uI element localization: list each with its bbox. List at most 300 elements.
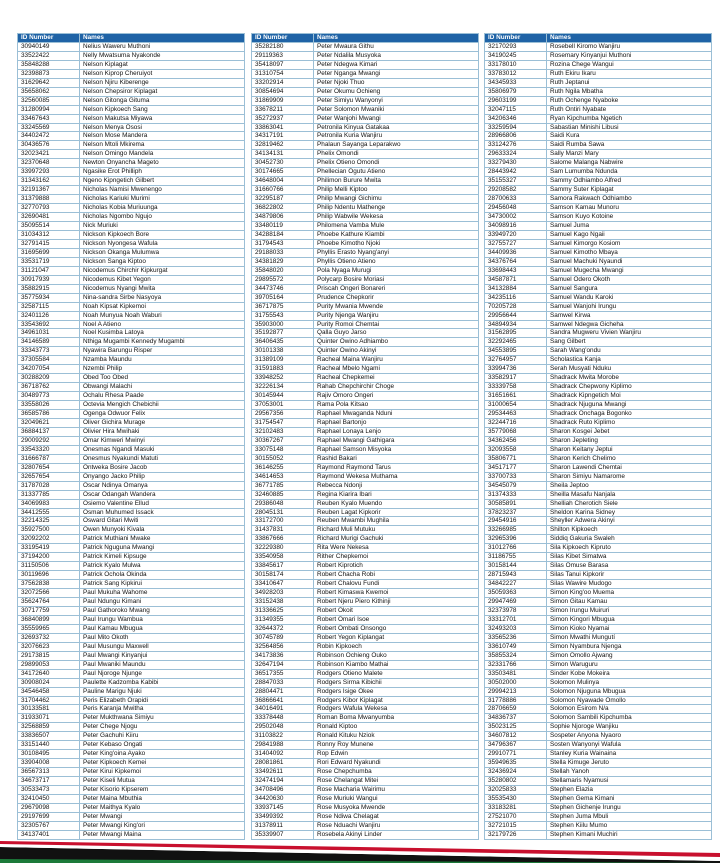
name-cell: Olivier Hira Mwihaki [80, 427, 245, 436]
id-number-cell: 31280994 [18, 105, 80, 114]
table-row [18, 821, 245, 830]
id-number-cell: 33339758 [485, 383, 547, 392]
name-cell: Patrick Kyalo Mulwa [80, 562, 245, 571]
table-row [18, 383, 245, 392]
name-cell: Peter Mwaura Githu [314, 42, 479, 51]
name-cell: Patrick Sang Kipkirui [80, 580, 245, 589]
table-row [18, 526, 245, 535]
name-cell: Peter Kisorio Kipserem [80, 786, 245, 795]
name-cell: Phellecian Ogutu Atieno [314, 168, 479, 177]
id-number-cell: 29899053 [18, 660, 80, 669]
name-cell: Phalaun Sayanga Leparakwo [314, 141, 479, 150]
name-cell: Shadrack Mwita Morobe [547, 374, 712, 383]
name-cell: Octevia Mengich Chebichii [80, 401, 245, 410]
id-number-cell: 33565236 [485, 633, 547, 642]
id-number-cell: 36567313 [18, 768, 80, 777]
id-number-cell: 31755543 [252, 311, 314, 320]
name-cell: Nzamba Maundu [80, 356, 245, 365]
table-row [485, 490, 712, 499]
table-row [485, 642, 712, 651]
table-row [485, 266, 712, 275]
id-number-cell: 32647194 [252, 660, 314, 669]
name-cell: Nickson Okanga Mulumwa [80, 248, 245, 257]
table-row [18, 114, 245, 123]
id-number-cell: 29197699 [18, 812, 80, 821]
id-number-cell: 28715943 [485, 571, 547, 580]
id-number-cell: 34134131 [252, 150, 314, 159]
table-row [485, 812, 712, 821]
id-number-cell: 30158144 [485, 562, 547, 571]
name-cell: Paul Kamau Mbugua [80, 624, 245, 633]
name-cell: Peter Chege Njogu [80, 723, 245, 732]
table-row [18, 741, 245, 750]
table-row [485, 96, 712, 105]
name-cell: Serah Musyati Nduku [547, 365, 712, 374]
name-cell: Shadrack Ruto Kiplimo [547, 418, 712, 427]
id-number-cell: 32023421 [18, 150, 80, 159]
name-cell: Nelson Mose Mandera [80, 132, 245, 141]
table-row [485, 222, 712, 231]
table-row [485, 472, 712, 481]
table-row [252, 445, 479, 454]
table-row [485, 750, 712, 759]
table-row [252, 714, 479, 723]
name-cell: Samuel Wanjohi Irungu [547, 302, 712, 311]
name-cell: Sheyller Adwera Akinyi [547, 517, 712, 526]
table-row [18, 615, 245, 624]
name-cell: Sosten Wanyonyi Wafula [547, 741, 712, 750]
id-number-cell: 31343162 [18, 177, 80, 186]
id-number-cell: 34172640 [18, 669, 80, 678]
table-row [485, 186, 712, 195]
id-number-cell: 31336625 [252, 607, 314, 616]
id-number-cell: 27521070 [485, 812, 547, 821]
table-row [485, 481, 712, 490]
table-row [18, 687, 245, 696]
name-cell: Shadrack Njuguna Mwangi [547, 401, 712, 410]
name-cell: Robinson Ochieng Ouko [314, 651, 479, 660]
table-row [18, 436, 245, 445]
table-row [485, 624, 712, 633]
name-cell: Osward Gitari Mwiti [80, 517, 245, 526]
id-number-cell: 30908024 [18, 678, 80, 687]
table-row [252, 320, 479, 329]
name-cell: Peter Mwangi Maina [80, 830, 245, 839]
table-row [485, 365, 712, 374]
name-cell: Nelson Njiru Kiberenge [80, 78, 245, 87]
name-cell: Purity Romoi Chemtai [314, 320, 479, 329]
name-cell: Silas Kibet Simatwa [547, 553, 712, 562]
id-number-cell: 31562895 [485, 329, 547, 338]
name-cell: Ochalu Rhesa Paade [80, 392, 245, 401]
names-table [17, 33, 245, 840]
table-row [252, 141, 479, 150]
table-row [252, 347, 479, 356]
name-cell: Peter Mwangi [80, 812, 245, 821]
id-number-cell: 36822802 [252, 204, 314, 213]
name-cell: Nelson Gitonga Gituma [80, 96, 245, 105]
table-row [485, 159, 712, 168]
id-number-cell: 37194200 [18, 553, 80, 562]
table-row [18, 768, 245, 777]
id-number-cell: 32564856 [252, 642, 314, 651]
id-number-cell: 33467643 [18, 114, 80, 123]
name-cell: Sang Gilbert [547, 338, 712, 347]
id-number-cell: 32965396 [485, 535, 547, 544]
table-body [485, 42, 712, 839]
id-number-cell: 33245569 [18, 123, 80, 132]
name-cell: Robert Njeru Piero Kithinji [314, 598, 479, 607]
name-cell: Phoebe Kathure Kiambi [314, 230, 479, 239]
name-cell: Sharon Jepleting [547, 436, 712, 445]
id-number-cell: 32791415 [18, 239, 80, 248]
id-number-cell: 31337785 [18, 490, 80, 499]
name-cell: Obed Too Obed [80, 374, 245, 383]
id-number-cell: 29841988 [252, 741, 314, 750]
name-cell: Rose Nduachi Wanjiru [314, 821, 479, 830]
table-row [252, 105, 479, 114]
id-number-cell: 30940149 [18, 42, 80, 51]
table-row [18, 544, 245, 553]
id-number-cell: 32072566 [18, 589, 80, 598]
id-number-cell: 31695699 [18, 248, 80, 257]
name-cell: Rashid Bakari [314, 454, 479, 463]
id-number-cell: 33075148 [252, 445, 314, 454]
name-cell: Samwel Ndegwa Gicheha [547, 320, 712, 329]
table-row [18, 651, 245, 660]
id-number-cell: 34207054 [18, 365, 80, 374]
name-cell: Shadrack Onchaga Bogonko [547, 410, 712, 419]
id-number-cell: 29895572 [252, 275, 314, 284]
name-cell: Rodgers Wafula Wekesa [314, 705, 479, 714]
id-number-cell: 33202914 [252, 78, 314, 87]
name-cell: Philip Mwangi Gichimu [314, 195, 479, 204]
id-number-cell: 31787028 [18, 481, 80, 490]
table-row [18, 454, 245, 463]
id-number-cell: 34961031 [18, 329, 80, 338]
name-cell: Stephen Kimani Muchiri [547, 830, 712, 839]
table-row [485, 777, 712, 786]
id-number-cell: 35282180 [252, 42, 314, 51]
name-cell: Nicholas Kariuki Murimi [80, 195, 245, 204]
table-row [485, 329, 712, 338]
name-cell: Rodgers Kibor Kiplagat [314, 696, 479, 705]
table-row [485, 51, 712, 60]
id-number-cell: 29456048 [485, 204, 547, 213]
table-row [252, 239, 479, 248]
id-number-cell: 34173836 [252, 651, 314, 660]
id-number-cell: 33558026 [18, 401, 80, 410]
id-number-cell: 30436576 [18, 141, 80, 150]
table-row [485, 669, 712, 678]
name-cell: Sospeter Anyona Nyaoro [547, 732, 712, 741]
table-row [252, 222, 479, 231]
name-cell: Roman Boma Mwanyumba [314, 714, 479, 723]
name-cell: Omar Kimweri Mwinyi [80, 436, 245, 445]
id-number-cell: 35806979 [485, 87, 547, 96]
table-row [252, 418, 479, 427]
name-cell: Silas Omuse Barasa [547, 562, 712, 571]
name-cell: Simon Nyambura Njenga [547, 642, 712, 651]
table-row [485, 293, 712, 302]
table-row [252, 660, 479, 669]
table-row [18, 508, 245, 517]
table-row [18, 302, 245, 311]
table-row [18, 105, 245, 114]
id-number-cell: 31869909 [252, 96, 314, 105]
table-row [18, 633, 245, 642]
name-cell: Sam Lumumba Ndunda [547, 168, 712, 177]
name-cell: Simon Kioko Nyamai [547, 624, 712, 633]
name-cell: Obwangi Malachi [80, 383, 245, 392]
id-number-cell: 30452730 [252, 159, 314, 168]
name-cell: Peter Kipkoech Kemei [80, 759, 245, 768]
id-number-cell: 35848288 [18, 60, 80, 69]
table-row [485, 562, 712, 571]
id-number-cell: 31933071 [18, 714, 80, 723]
table-row [485, 248, 712, 257]
name-cell: Rose Musyoka Mwende [314, 803, 479, 812]
name-cell: Reuben Kyalo Muendo [314, 499, 479, 508]
id-number-cell: 34235116 [485, 293, 547, 302]
name-cell: Nickson Sanga Kiptoo [80, 257, 245, 266]
name-cell: Paulette Kadzomba Kabibi [80, 678, 245, 687]
table-row [252, 786, 479, 795]
table-row [252, 696, 479, 705]
id-number-cell: 35023125 [485, 723, 547, 732]
id-number-cell: 31778886 [485, 696, 547, 705]
name-cell: Ronald Kiptoo [314, 723, 479, 732]
id-number-cell: 35949635 [485, 759, 547, 768]
table-body [252, 42, 479, 839]
id-number-cell: 28966806 [485, 132, 547, 141]
id-number-cell: 35280802 [485, 777, 547, 786]
table-row [485, 42, 712, 51]
name-cell: Nickson Kipkoech Bore [80, 230, 245, 239]
id-number-cell: 35095514 [18, 222, 80, 231]
name-cell: Nelson Mtoli Mkirema [80, 141, 245, 150]
id-number-cell: 34098916 [485, 222, 547, 231]
table-row [252, 374, 479, 383]
table-row [485, 714, 712, 723]
table-row [485, 132, 712, 141]
id-number-cell: 28045131 [252, 508, 314, 517]
table-row [18, 607, 245, 616]
name-cell: Nicholas Kobia Muriuunga [80, 204, 245, 213]
name-cell: Simon Mwathi Mungutí [547, 633, 712, 642]
name-cell: Owen Munyoki Kivala [80, 526, 245, 535]
table-row [18, 356, 245, 365]
id-number-cell: 32755727 [485, 239, 547, 248]
table-row [252, 284, 479, 293]
name-cell: Sharon Kosgei Jebet [547, 427, 712, 436]
table-row [252, 275, 479, 284]
table-row [485, 105, 712, 114]
id-number-cell: 35855324 [485, 651, 547, 660]
id-number-cell: 35903000 [252, 320, 314, 329]
table-row [485, 257, 712, 266]
name-cell: Rajiv Omoro Ongeri [314, 392, 479, 401]
name-cell: Rita Were Nekesa [314, 544, 479, 553]
id-number-cell: 29994213 [485, 687, 547, 696]
table-row [485, 705, 712, 714]
id-number-cell: 30367267 [252, 436, 314, 445]
id-number-cell: 33378448 [252, 714, 314, 723]
id-number-header: ID Number [252, 34, 314, 43]
id-number-cell: 31404092 [252, 750, 314, 759]
table-row [252, 526, 479, 535]
name-cell: Paul Mukuha Wahome [80, 589, 245, 598]
table-row [485, 239, 712, 248]
name-cell: Ronny Roy Munene [314, 741, 479, 750]
id-number-cell: 31150506 [18, 562, 80, 571]
id-number-cell: 33259594 [485, 123, 547, 132]
table-row [252, 535, 479, 544]
table-row [252, 642, 479, 651]
id-number-cell: 31591883 [252, 365, 314, 374]
name-cell: Sarah Wang'ondu [547, 347, 712, 356]
names-table-column-3 [484, 33, 711, 840]
name-cell: Sharon Keitany Jeptui [547, 445, 712, 454]
id-number-cell: 33949720 [485, 230, 547, 239]
table-row [485, 69, 712, 78]
table-row [485, 580, 712, 589]
id-number-cell: 33863041 [252, 123, 314, 132]
table-row [252, 410, 479, 419]
table-row [485, 347, 712, 356]
name-cell: Raymond Wekesa Muthama [314, 472, 479, 481]
id-number-cell: 32179726 [485, 830, 547, 839]
id-number-cell: 32093558 [485, 445, 547, 454]
id-number-cell: 33836507 [18, 732, 80, 741]
table-row [485, 114, 712, 123]
id-number-cell: 29679098 [18, 803, 80, 812]
name-cell: Nelson Chepsiror Kiplagat [80, 87, 245, 96]
name-cell: Pauline Marigu Njuki [80, 687, 245, 696]
table-row [485, 392, 712, 401]
id-number-cell: 31121047 [18, 266, 80, 275]
table-row [18, 580, 245, 589]
id-number-header: ID Number [18, 34, 80, 43]
id-number-cell: 28847033 [252, 678, 314, 687]
id-number-cell: 33698443 [485, 266, 547, 275]
name-cell: Samuel Odero Okoth [547, 275, 712, 284]
id-number-cell: 29956644 [485, 311, 547, 320]
id-number-cell: 33343773 [18, 347, 80, 356]
name-cell: Nelius Waweru Muthoni [80, 42, 245, 51]
id-number-cell: 70205728 [485, 302, 547, 311]
id-number-cell: 34137401 [18, 830, 80, 839]
id-number-cell: 32370648 [18, 159, 80, 168]
name-cell: Sandra Mugweru Vivien Wanjiru [547, 329, 712, 338]
name-cell: Salome Malanga Nabwire [547, 159, 712, 168]
id-number-cell: 31034312 [18, 230, 80, 239]
name-cell: Petronila Kuria Wanjiru [314, 132, 479, 141]
table-row [485, 418, 712, 427]
table-row [485, 320, 712, 329]
name-cell: Robert Chalovu Fundi [314, 580, 479, 589]
id-number-cell: 33503481 [485, 669, 547, 678]
name-cell: Richard Murigi Gachuki [314, 535, 479, 544]
table-row [252, 615, 479, 624]
name-cell: Sheila Jeptoo [547, 481, 712, 490]
table-row [485, 177, 712, 186]
id-number-cell: 35848020 [252, 266, 314, 275]
table-row [252, 159, 479, 168]
table-row [18, 696, 245, 705]
name-cell: Robert Kimaswa Kwemoi [314, 589, 479, 598]
table-row [252, 669, 479, 678]
id-number-cell: 35059363 [485, 589, 547, 598]
name-cell: Richard Muli Mutuku [314, 526, 479, 535]
id-number-cell: 33845617 [252, 562, 314, 571]
id-number-cell: 32401126 [18, 311, 80, 320]
id-number-cell: 30917939 [18, 275, 80, 284]
id-number-cell: 32657654 [18, 472, 80, 481]
id-number-cell: 29603199 [485, 96, 547, 105]
name-cell: Nicodemus Nyangi Mwita [80, 284, 245, 293]
name-cell: Ronald Kituku Nziok [314, 732, 479, 741]
id-number-cell: 29633324 [485, 150, 547, 159]
name-cell: Phoebe Kimotho Njoki [314, 239, 479, 248]
id-number-cell: 29188033 [252, 248, 314, 257]
id-number-cell: 28443942 [485, 168, 547, 177]
name-cell: Philomena Vamba Mule [314, 222, 479, 231]
table-row [252, 821, 479, 830]
id-number-cell: 28706659 [485, 705, 547, 714]
table-row [252, 123, 479, 132]
name-cell: Nyawira Barungu Risper [80, 347, 245, 356]
id-number-cell: 33994736 [485, 365, 547, 374]
table-row [18, 535, 245, 544]
name-cell: Stephen Gichenje Irungu [547, 803, 712, 812]
name-cell: Ontweka Bosire Jacob [80, 463, 245, 472]
id-number-cell: 33678211 [252, 105, 314, 114]
name-cell: Peter King'oina Ayako [80, 750, 245, 759]
name-cell: Reuben Lagat Kipkorir [314, 508, 479, 517]
id-number-cell: 35882915 [18, 284, 80, 293]
name-cell: Sharon Lawendi Chemtai [547, 463, 712, 472]
id-number-cell: 30119696 [18, 571, 80, 580]
id-number-cell: 32410450 [18, 795, 80, 804]
table-row [252, 607, 479, 616]
table-row [18, 42, 245, 51]
id-number-cell: 30133581 [18, 705, 80, 714]
name-cell: Robinson Kiambo Mathai [314, 660, 479, 669]
table-row [485, 759, 712, 768]
id-number-cell: 32170293 [485, 42, 547, 51]
table-row [18, 78, 245, 87]
name-cell: Sabastian Minishi Libusi [547, 123, 712, 132]
table-row [18, 60, 245, 69]
name-cell: Sila Kipkoech Kipruto [547, 544, 712, 553]
id-number-cell: 28804471 [252, 687, 314, 696]
table-row [252, 678, 479, 687]
table-row [252, 598, 479, 607]
name-cell: Nick Muriuki [80, 222, 245, 231]
id-number-cell: 30533473 [18, 786, 80, 795]
id-number-cell: 35339907 [252, 830, 314, 839]
id-number-cell: 34206346 [485, 114, 547, 123]
names-table [484, 33, 712, 840]
table-row [18, 195, 245, 204]
table-row [18, 257, 245, 266]
id-number-cell: 29502048 [252, 723, 314, 732]
name-cell: Purity Mwania Mwende [314, 302, 479, 311]
name-cell: Sally Manzi Mary [547, 150, 712, 159]
table-row [485, 150, 712, 159]
name-cell: Rori Edward Nyakundi [314, 759, 479, 768]
